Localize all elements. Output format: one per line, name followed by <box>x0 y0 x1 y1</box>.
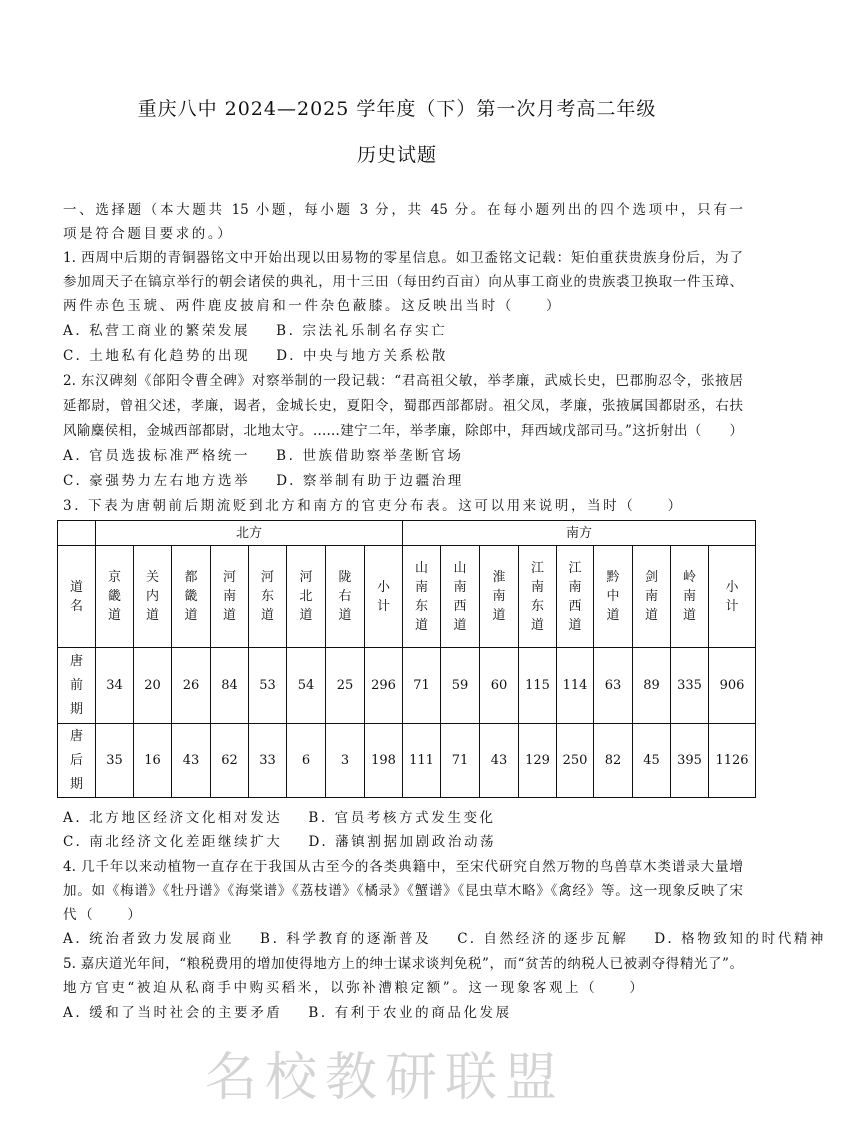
question-5-text: 5. 嘉庆道光年间，“粮税费用的增加使得地方上的绅士谋求谈判免税”，而“贫苦的纳税人已被剥夺得精光了”。 <box>63 956 743 972</box>
table-cell: 395 <box>671 724 709 798</box>
column-header-label: 道名 <box>69 579 83 614</box>
table-cell: 111 <box>403 724 441 798</box>
table-cell: 129 <box>519 724 557 798</box>
q4-option-a: A. 统治者致力发展商业 <box>63 931 235 947</box>
q5-option-b: B. 有利于农业的商品化发展 <box>308 1005 512 1021</box>
table-cell: 296 <box>365 648 403 724</box>
question-3-text: 3. 下表为唐朝前后期流贬到北方和南方的官吏分布表。这可以用来说明，当时（ ） <box>63 498 684 514</box>
column-header-label: 黔中道 <box>606 570 620 623</box>
table-cell: 33 <box>249 724 287 798</box>
column-header-label: 河北道 <box>299 570 313 623</box>
q2-option-c: C. 豪强势力左右地方选举 <box>63 473 251 489</box>
q4-option-d: D. 格物致知的时代精神 <box>654 931 827 947</box>
table-group-row <box>58 521 756 546</box>
question-2-text: 2. 东汉碑刻《郃阳令曹全碑》对察举制的一段记载：“君高祖父敏，举孝廉，武威长史，巴郡朐忍令，张掖居 <box>63 373 743 389</box>
column-header-label: 京畿道 <box>107 570 121 623</box>
q4-option-c: C. 自然经济的逐步瓦解 <box>457 931 629 947</box>
q2-option-a: A. 官员选拔标准严格统一 <box>63 448 251 464</box>
column-header <box>480 546 519 648</box>
table-cell: 115 <box>519 648 557 724</box>
question-1-text: 1. 西周中后期的青铜器铭文中开始出现以田易物的零星信息。如卫盉铭文记载：矩伯重获贵族身份后，为了 <box>63 250 743 266</box>
table-cell: 6 <box>287 724 326 798</box>
table-cell: 82 <box>594 724 633 798</box>
table-header-row <box>58 546 756 648</box>
question-2-text: 风隃麋侯相，金城西部都尉，北地太守。……建宁二年，举孝廉，除郎中，拜西域戊部司马。”这折射出（ ） <box>63 423 743 439</box>
question-4-text: 代（ ） <box>63 907 144 923</box>
q2-option-d: D. 察举制有助于边疆治理 <box>276 473 464 489</box>
question-4-text: 加。如《梅谱》《牡丹谱》《海棠谱》《荔枝谱》《橘录》《蟹谱》《昆虫草木略》《禽经》等。这一现象反映了宋 <box>63 883 743 899</box>
table-cell: 71 <box>441 724 480 798</box>
table-cell: 20 <box>134 648 172 724</box>
table-cell: 62 <box>211 724 249 798</box>
table-cell: 43 <box>480 724 519 798</box>
table-cell: 198 <box>365 724 403 798</box>
question-1-text: 两件赤色玉琥、两件鹿皮披肩和一件杂色蔽膝。这反映出当时（ ） <box>63 298 563 314</box>
table-cell: 54 <box>287 648 326 724</box>
column-header-label: 剑南道 <box>644 570 658 623</box>
column-header <box>365 546 403 648</box>
table-cell: 250 <box>557 724 594 798</box>
table-cell: 53 <box>249 648 287 724</box>
official-distribution-table <box>57 520 756 798</box>
table-cell: 43 <box>172 724 211 798</box>
column-header <box>441 546 480 648</box>
q1-option-c: C. 土地私有化趋势的出现 <box>63 348 251 364</box>
table-row <box>58 648 756 724</box>
table-cell: 35 <box>96 724 134 798</box>
column-header-label: 淮南道 <box>492 570 506 623</box>
table-cell: 63 <box>594 648 633 724</box>
column-header <box>134 546 172 648</box>
section-instruction: 项是符合题目要求的。） <box>63 226 234 242</box>
column-header <box>671 546 709 648</box>
table-cell: 335 <box>671 648 709 724</box>
column-header-label: 山南东道 <box>414 560 428 633</box>
q3-option-b: B. 官员考核方式发生变化 <box>308 810 496 826</box>
q3-option-a: A. 北方地区经济文化相对发达 <box>63 810 283 826</box>
table-row <box>58 724 756 798</box>
q1-option-d: D. 中央与地方关系松散 <box>276 348 448 364</box>
column-header-label: 岭南道 <box>682 570 696 623</box>
column-header <box>594 546 633 648</box>
table-cell: 34 <box>96 648 134 724</box>
q1-option-b: B. 宗法礼乐制名存实亡 <box>276 323 448 339</box>
group-north: 北方 <box>96 521 403 546</box>
table-cell: 16 <box>134 724 172 798</box>
question-2-text: 延都尉，曾祖父述，孝廉，谒者，金城长史，夏阳令，蜀郡西部都尉。祖父凤，孝廉，张掖属国都尉丞，右扶 <box>63 398 743 414</box>
column-header-label: 陇右道 <box>338 570 352 623</box>
column-header <box>211 546 249 648</box>
column-header <box>249 546 287 648</box>
column-header <box>557 546 594 648</box>
group-south: 南方 <box>403 521 756 546</box>
table-cell: 26 <box>172 648 211 724</box>
row-label <box>58 648 96 724</box>
column-header-label: 都畿道 <box>184 570 198 623</box>
column-header <box>709 546 756 648</box>
table-cell: 45 <box>633 724 671 798</box>
column-header-label: 关内道 <box>145 570 159 623</box>
column-header <box>403 546 441 648</box>
question-5-text: 地方官吏“被迫从私商手中购买稻米，以弥补漕粮定额”。这一现象客观上（ ） <box>63 980 646 996</box>
q3-option-c: C. 南北经济文化差距继续扩大 <box>63 834 283 850</box>
column-header <box>58 546 96 648</box>
table-cell: 1126 <box>709 724 756 798</box>
column-header <box>172 546 211 648</box>
column-header-label: 山南西道 <box>453 560 467 633</box>
column-header <box>287 546 326 648</box>
column-header-label: 江南西道 <box>568 560 582 633</box>
watermark: 名校教研联盟 <box>205 1048 566 1108</box>
table-cell: 3 <box>326 724 365 798</box>
row-label <box>58 724 96 798</box>
column-header-label: 小计 <box>376 579 390 614</box>
table-cell: 906 <box>709 648 756 724</box>
table-cell: 84 <box>211 648 249 724</box>
row-label-text: 唐前期 <box>69 653 83 717</box>
q3-option-d: D. 藩镇割据加剧政治动荡 <box>308 834 497 850</box>
column-header-label: 河南道 <box>222 570 236 623</box>
exam-title: 重庆八中 2024—2025 学年度（下）第一次月考高二年级 <box>137 98 657 120</box>
table-cell: 60 <box>480 648 519 724</box>
exam-subtitle: 历史试题 <box>356 144 437 166</box>
column-header-label: 河东道 <box>260 570 274 623</box>
row-label-text: 唐后期 <box>69 728 83 792</box>
table-cell: 59 <box>441 648 480 724</box>
question-1-text: 参加周天子在镐京举行的朝会诸侯的典礼，用十三田（每田约百亩）向从事工商业的贵族裘卫换取一件玉璋、 <box>63 274 743 290</box>
column-header-label: 小计 <box>725 579 739 614</box>
column-header <box>326 546 365 648</box>
column-header-label: 江南东道 <box>530 560 544 633</box>
table-corner-cell <box>58 521 96 546</box>
column-header <box>633 546 671 648</box>
question-4-text: 4. 几千年以来动植物一直存在于我国从古至今的各类典籍中，至宋代研究自然万物的鸟兽草木类谱录大量增 <box>63 859 743 875</box>
table-cell: 89 <box>633 648 671 724</box>
column-header <box>519 546 557 648</box>
q2-option-b: B. 世族借助察举垄断官场 <box>276 448 464 464</box>
table-cell: 25 <box>326 648 365 724</box>
table-cell: 114 <box>557 648 594 724</box>
q1-option-a: A. 私营工商业的繁荣发展 <box>63 323 251 339</box>
section-instruction: 一、选择题（本大题共 15 小题，每小题 3 分，共 45 分。在每小题列出的四个选项中，只有一 <box>63 202 743 218</box>
column-header <box>96 546 134 648</box>
q5-option-a: A. 缓和了当时社会的主要矛盾 <box>63 1005 283 1021</box>
table-cell: 71 <box>403 648 441 724</box>
q4-option-b: B. 科学教育的逐渐普及 <box>260 931 432 947</box>
